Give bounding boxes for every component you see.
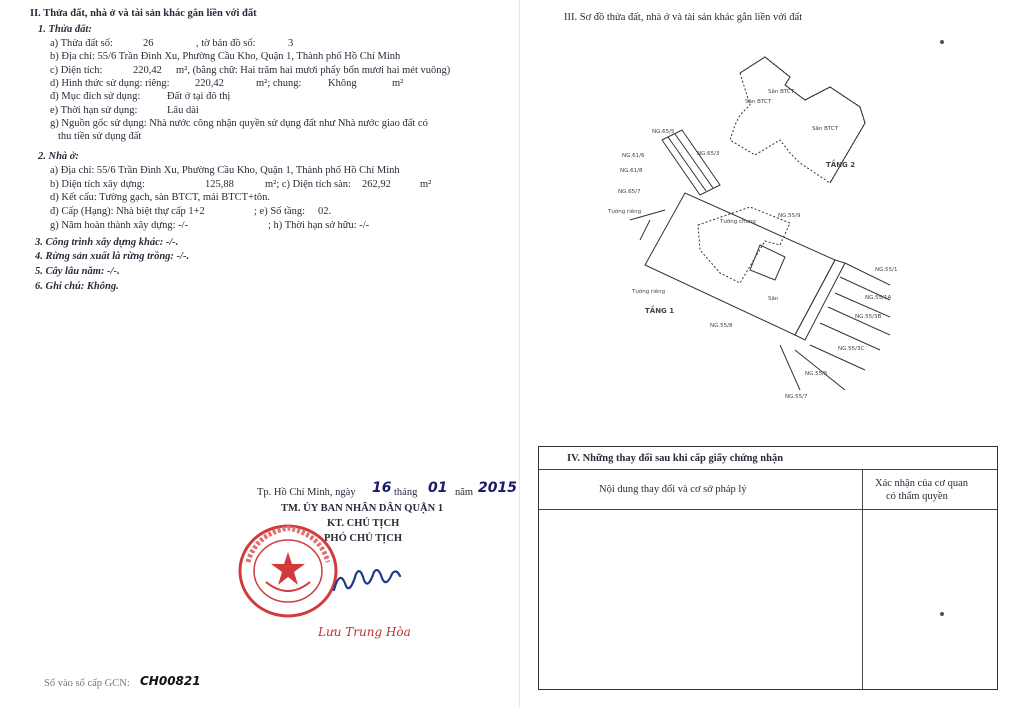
svg-text:NG.65/3: NG.65/3 — [697, 151, 720, 157]
date-month-label: tháng — [394, 487, 418, 498]
col-confirm-header-2: có thẩm quyền — [886, 491, 948, 502]
svg-text:TẦNG 2: TẦNG 2 — [826, 161, 856, 169]
signer-role-2: PHÓ CHỦ TỊCH — [324, 533, 402, 544]
land-a2-value: 3 — [288, 38, 294, 49]
land-e-label: e) Thời hạn sử dụng: — [50, 105, 138, 116]
land-a2-label: , tờ bản đồ số: — [196, 38, 256, 49]
house-heading: 2. Nhà ở: — [38, 151, 79, 162]
signer-role-1: KT. CHỦ TỊCH — [327, 518, 400, 529]
land-a-label: a) Thửa đất số: — [50, 38, 113, 49]
house-a: a) Địa chỉ: 55/6 Trần Đình Xu, Phường Cầu Kho, Quận 1, Thành phố Hồ Chí Minh — [50, 165, 400, 176]
svg-text:NG.55/9: NG.55/9 — [778, 213, 801, 219]
svg-text:Sân BTCT: Sân BTCT — [768, 89, 795, 95]
house-floors: 02. — [318, 206, 332, 217]
land-dd-label: đ) Mục đích sử dụng: — [50, 91, 141, 102]
svg-text:NG.55/8: NG.55/8 — [710, 323, 733, 329]
cert-number-label: Số vào sổ cấp GCN: — [44, 678, 130, 689]
col-content-header: Nội dung thay đổi và cơ sở pháp lý — [599, 484, 747, 495]
land-d-common: Không — [328, 78, 357, 89]
changes-table — [538, 446, 998, 690]
date-prefix: Tp. Hồ Chí Minh, ngày — [257, 487, 356, 498]
svg-text:NG.61/8: NG.61/8 — [620, 168, 643, 174]
land-d-rest: m²; chung: — [256, 78, 302, 89]
date-month: 01 — [428, 480, 448, 496]
svg-text:NG.65/5: NG.65/5 — [652, 129, 675, 135]
land-a-value: 26 — [143, 38, 154, 49]
land-d-unit: m² — [392, 78, 404, 89]
date-day: 16 — [372, 480, 392, 496]
item-6: 6. Ghi chú: Không. — [35, 281, 119, 292]
plan-label: Sân BTCT — [745, 99, 772, 105]
svg-text:NG.55/1A: NG.55/1A — [865, 295, 892, 301]
land-b: b) Địa chỉ: 55/6 Trần Đình Xu, Phường Cầu Kho, Quận 1, Thành phố Hồ Chí Minh — [50, 51, 401, 62]
house-b-value: 125,88 — [205, 179, 234, 190]
house-e: đ) Cấp (Hạng): Nhà biệt thự cấp 1+2 — [50, 206, 205, 217]
house-e2: ; e) Số tầng: — [254, 206, 306, 217]
svg-text:Tường chung: Tường chung — [720, 219, 756, 225]
official-seal-stamp — [236, 522, 340, 620]
svg-text:NG.55/3C: NG.55/3C — [838, 346, 865, 352]
land-d-label: d) Hình thức sử dụng: riêng: — [50, 78, 170, 89]
item-5: 5. Cây lâu năm: -/-. — [35, 266, 120, 277]
land-c-rest: m², (bằng chữ: Hai trăm hai mươi phẩy bốn mươi hai mét vuông) — [176, 65, 451, 76]
house-b-rest: m²; c) Diện tích sàn: — [265, 179, 351, 190]
item-3: 3. Công trình xây dựng khác: -/-. — [35, 237, 179, 248]
land-dd-value: Đất ở tại đô thị — [167, 91, 231, 102]
diagram-title: III. Sơ đồ thửa đất, nhà ở và tài sản khác gắn liền với đất — [564, 12, 803, 23]
land-g2: thu tiền sử dụng đất — [58, 131, 142, 142]
changes-title: IV. Những thay đổi sau khi cấp giấy chứng nhận — [567, 453, 784, 464]
section-title: II. Thửa đất, nhà ở và tài sản khác gắn liền với đất — [30, 8, 257, 19]
land-c-value: 220,42 — [133, 65, 162, 76]
item-4: 4. Rừng sản xuất là rừng trồng: -/-. — [35, 251, 190, 262]
authority: TM. ỦY BAN NHÂN DÂN QUẬN 1 — [281, 503, 444, 514]
cert-number: CH00821 — [140, 674, 201, 688]
svg-text:NG.65/7: NG.65/7 — [618, 189, 641, 195]
svg-text:NG.55/7: NG.55/7 — [785, 394, 808, 400]
table-divider — [539, 469, 997, 470]
svg-text:NG.55/1: NG.55/1 — [875, 267, 898, 273]
house-floor-area: 262,92 — [362, 179, 391, 190]
date-year-label: năm — [455, 487, 474, 498]
house-g: g) Năm hoàn thành xây dựng: -/- — [50, 220, 189, 231]
svg-text:NG.55/5: NG.55/5 — [805, 371, 828, 377]
land-heading: 1. Thửa đất: — [38, 24, 92, 35]
table-column-divider — [862, 469, 863, 689]
site-plan-diagram — [590, 45, 910, 410]
signature-scribble — [330, 560, 410, 600]
date-year: 2015 — [478, 480, 517, 496]
house-b-unit: m² — [420, 179, 432, 190]
col-confirm-header-1: Xác nhận của cơ quan — [875, 478, 969, 489]
land-d-value: 220,42 — [195, 78, 224, 89]
svg-text:NG.61/6: NG.61/6 — [622, 153, 645, 159]
svg-text:Tường riêng: Tường riêng — [608, 209, 642, 215]
svg-text:Sân BTCT: Sân BTCT — [812, 126, 839, 132]
house-b-label: b) Diện tích xây dựng: — [50, 179, 145, 190]
table-divider — [539, 509, 997, 510]
land-e-value: Lâu dài — [167, 105, 199, 116]
svg-text:Tường riêng: Tường riêng — [632, 289, 666, 295]
land-c-label: c) Diện tích: — [50, 65, 103, 76]
house-d: d) Kết cấu: Tường gạch, sàn BTCT, mái BTCT+tôn. — [50, 192, 271, 203]
house-g2: ; h) Thời hạn sở hữu: -/- — [268, 220, 370, 231]
svg-text:TẦNG 1: TẦNG 1 — [645, 307, 675, 315]
svg-text:NG.55/3B: NG.55/3B — [855, 314, 882, 320]
punch-dot — [940, 40, 944, 44]
land-g: g) Nguồn gốc sử dụng: Nhà nước công nhận quyền sử dụng đất như Nhà nước giao đất có — [50, 118, 428, 129]
svg-text:Sân: Sân — [768, 296, 779, 302]
signer-name: Lưu Trung Hòa — [318, 625, 411, 639]
